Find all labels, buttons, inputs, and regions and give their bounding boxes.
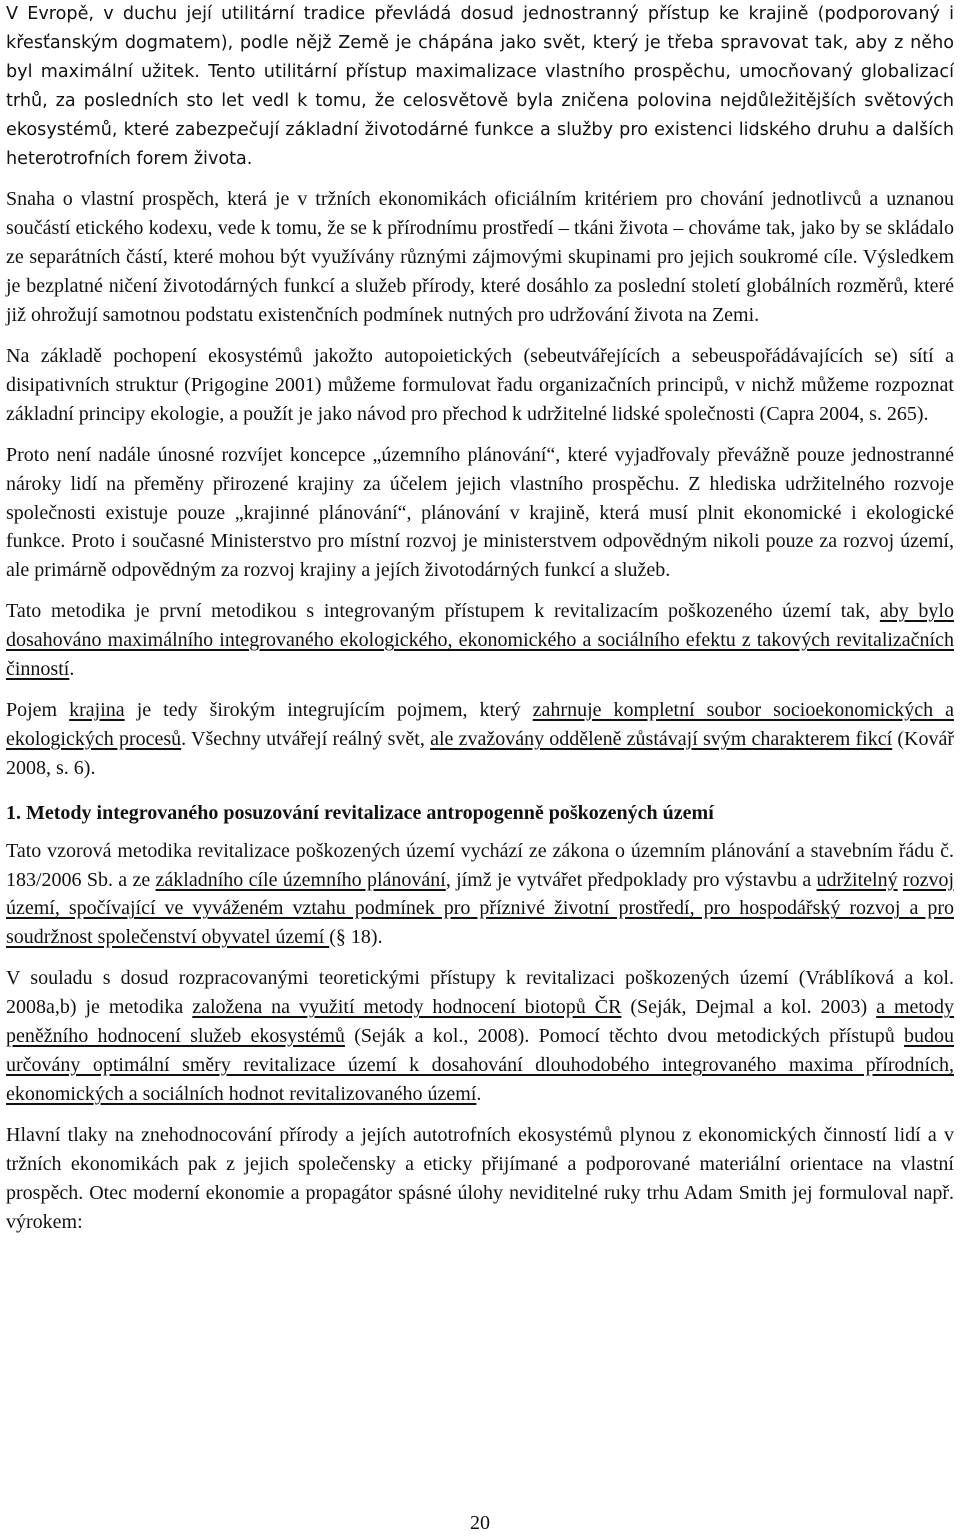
text: Proto není nadále únosné rozvíjet koncepce „územního plánování“, které vyjadřovaly převážně pouze jednostranné nároky lidí na přeměny přirozené krajiny za účelem jejich vlastního prospěchu. Z hlediska udržitelného rozvoje společnosti existuje pouze „krajinné plánování“, plánování v krajině, která musí plnit ekonomické i ekologické funkce. Proto i současné Ministerstvo pro místní rozvoj je ministerstvem odpovědným nikoli pouze za rozvoj území, ale primárně odpovědným za rozvoj krajiny a jejích životodárných funkcí a služeb.	[6, 443, 954, 582]
document-body	[6, 0, 954, 1248]
paragraph-main-pressures	[6, 1121, 954, 1237]
paragraph-landscape-concept	[6, 696, 954, 783]
text: V souladu s dosud rozpracovanými teoretickými přístupy k revitalizaci poškozených území (Vráblíková a kol. 2008a,b) je metodika	[6, 967, 954, 1019]
paragraph-landscape-planning	[6, 441, 954, 586]
underlined-text: zahrnuje kompletní soubor socioekonomických a ekologických procesů	[6, 698, 954, 750]
underlined-text: a metody peněžního hodnocení služeb ekosystémů	[6, 996, 954, 1048]
text: Tato vzorová metodika revitalizace poškozených území vychází ze zákona o územním plánování a stavebním řádu č. 183/2006 Sb. a ze	[6, 839, 954, 891]
text: (Seják, Dejmal a kol. 2003)	[621, 996, 877, 1019]
page-number: 20	[470, 1512, 490, 1534]
paragraph-ecosystems	[6, 342, 954, 429]
text: Snaha o vlastní prospěch, která je v tržních ekonomikách oficiálním kritériem pro chování jednotlivců a uznanou součástí etického kodexu, vede k tomu, že se k přírodnímu prostředí – tkáni života – chováme tak, jako by se skládalo ze separátních částí, které mohou být využívány různými zájmovými skupinami pro jejich soukromé cíle. Výsledkem je bezplatné ničení životodárných funkcí a služeb přírody, které dosáhlo za poslední století globálních rozměrů, které již ohrožují samotnou podstatu existenčních podmínek nutných pro udržování života na Zemi.	[6, 188, 954, 327]
underlined-text: budou určovány optimální směry revitalizace území k dosahování dlouhodobého integrovaného maxima přírodních, ekonomických a sociálních hodnot revitalizovaného území	[6, 1025, 954, 1105]
underlined-text: založena na využití metody hodnocení biotopů ČR	[192, 996, 622, 1019]
text: Tato metodika je první metodikou s integrovaným přístupem k revitalizacím poškozeného území tak,	[6, 600, 880, 623]
text: (Kovář 2008, s. 6).	[6, 727, 955, 779]
paragraph-model-methodology	[6, 837, 954, 953]
text: (Seják a kol., 2008). Pomocí těchto dvou metodických přístupů	[344, 1025, 904, 1048]
underlined-text: udržitelný	[816, 868, 898, 891]
paragraph-self-interest	[6, 185, 954, 330]
text: .	[69, 658, 75, 681]
underlined-text: základního cíle územního plánování	[155, 868, 446, 891]
underlined-text: aby bylo dosahováno maximálního integrovaného ekologického, ekonomického a sociálního efektu z takových revitalizačních činností	[6, 600, 954, 681]
section-heading: 1. Metody integrovaného posuzování revitalizace antropogenně poškozených území	[6, 801, 714, 824]
underlined-text: rozvoj území, spočívající ve vyváženém vztahu podmínek pro příznivé životní prostředí, pro hospodářský rozvoj a pro soudržnost společenství obyvatel území	[6, 868, 954, 949]
text: , jímž je vytvářet předpoklady pro výstavbu a	[445, 868, 817, 891]
text: Hlavní tlaky na znehodnocování přírody a jejích autotrofních ekosystémů plynou z ekonomických činností lidí a v tržních ekonomikách pak z jejich společensky a eticky přijímané a podporované materiální orientace na vlastní prospěch. Otec moderní ekonomie a propagátor spásné úlohy neviditelné ruky trhu Adam Smith jej formuloval např. výrokem:	[6, 1123, 954, 1233]
paragraph-theoretical-approaches	[6, 964, 954, 1109]
paragraph-utilitarian-tradition	[6, 0, 954, 173]
text: (§ 18).	[329, 926, 383, 949]
text: je tedy širokým integrujícím pojmem, který	[124, 698, 533, 721]
text: Na základě pochopení ekosystémů jakožto autopoietických (sebeutvářejících a sebeuspořádávajících se) sítí a disipativních struktur (Prigogine 2001) můžeme formulovat řadu organizačních principů, v nichž můžeme rozpoznat základní principy ekologie, a použít je jako návod pro přechod k udržitelné lidské společnosti (Capra 2004, s. 265).	[6, 344, 954, 425]
underlined-text: ale zvažovány odděleně zůstávají svým charakterem fikcí	[430, 727, 893, 750]
text: .	[476, 1082, 482, 1105]
underlined-text: krajina	[69, 698, 125, 721]
paragraph-methodology	[6, 597, 954, 684]
text: V Evropě, v duchu její utilitární tradice převládá dosud jednostranný přístup ke krajině (podporovaný i křesťanským dogmatem), podle nějž Země je chápána jako svět, který je třeba spravovat tak, aby z něho byl maximální užitek. Tento utilitární přístup maximalizace vlastního prospěchu, umocňovaný globalizací trhů, za posledních sto let vedl k tomu, že celosvětově byla zničena polovina nejdůležitějších světových ekosystémů, které zabezpečují základní životodárné funkce a služby pro existenci lidského druhu a dalších heterotrofních forem života.	[6, 4, 954, 169]
text: . Všechny utvářejí reálný svět,	[181, 727, 431, 750]
text: Pojem	[6, 698, 70, 721]
